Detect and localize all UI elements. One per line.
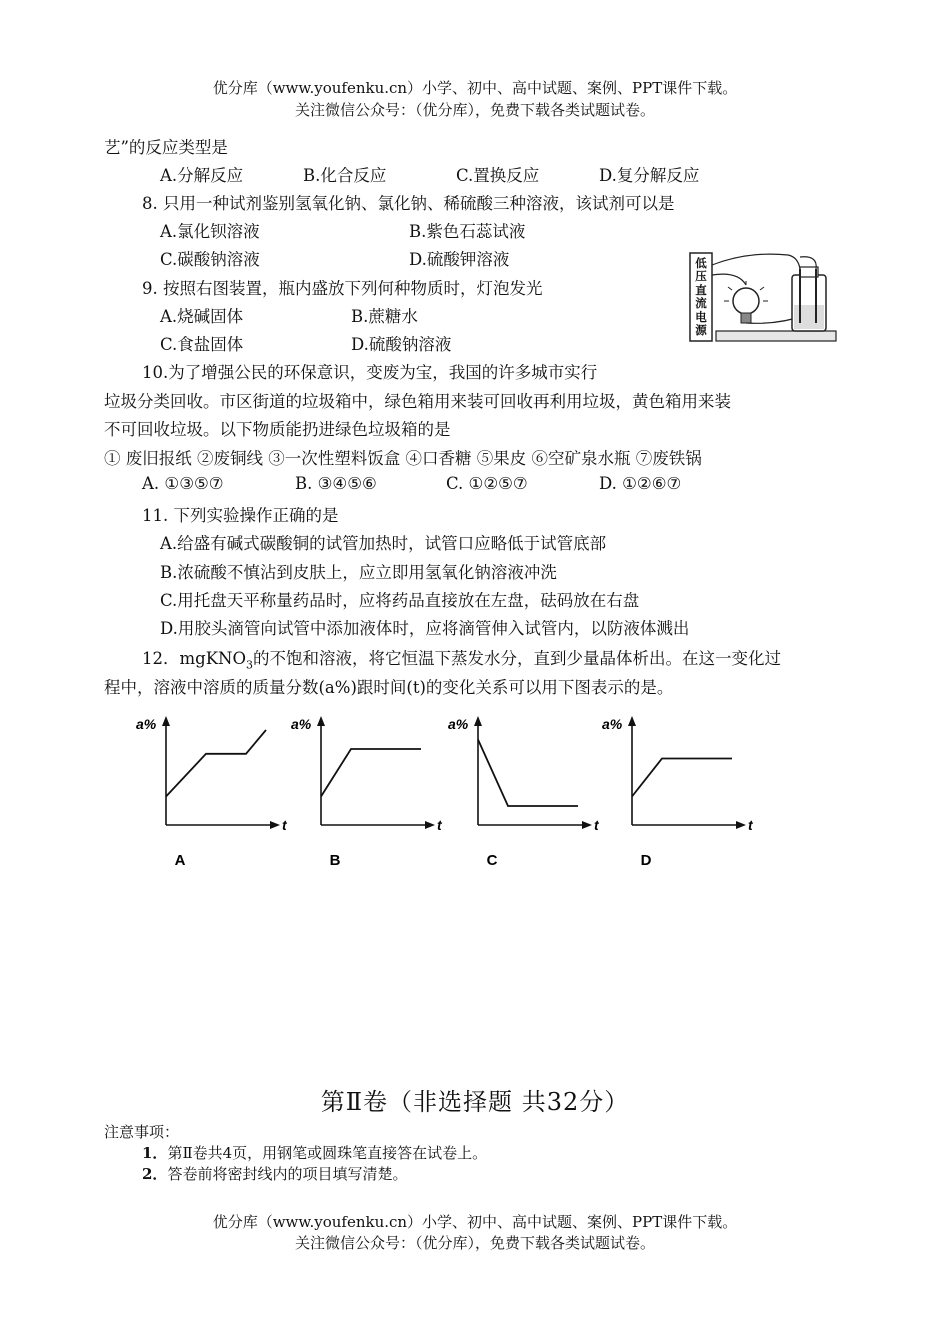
graph-A-series-line (166, 730, 266, 797)
graph-D-caption: D (640, 852, 652, 869)
graph-D-ylabel: a% (602, 716, 623, 732)
q7-option-a: A.分解反应 (160, 166, 244, 185)
q12-graphs-svg (120, 705, 760, 885)
q10-items: ① 废旧报纸 ②废铜线 ③一次性塑料饭盒 ④口香糖 ⑤果皮 ⑥空矿泉水瓶 ⑦废铁锅 (104, 449, 702, 468)
graph-D-xlabel: t (748, 817, 753, 833)
power-supply-label: 低压直流电源 (695, 256, 707, 338)
graph-B-series-line (321, 749, 421, 797)
graph-A-xlabel: t (282, 817, 287, 833)
graph-A-y-arrow (162, 716, 170, 726)
header-line-1: 优分库（www.youfenku.cn）小学、初中、高中试题、案例、PPT课件下载。 (212, 79, 738, 97)
graph-B-ylabel: a% (291, 716, 312, 732)
q9-option-b: B.蔗糖水 (351, 307, 418, 326)
graph-C-y-arrow (474, 716, 482, 726)
q8-option-c: C.碳酸钠溶液 (160, 250, 260, 269)
q7-option-c: C.置换反应 (456, 166, 540, 185)
graph-A-caption: A (174, 852, 186, 869)
part2-title: 第Ⅱ卷（非选择题 共32分） (320, 1088, 630, 1116)
graph-B-caption: B (329, 852, 341, 869)
graph-D-x-arrow (736, 821, 746, 829)
footer-line-1: 优分库（www.youfenku.cn）小学、初中、高中试题、案例、PPT课件下载。 (212, 1213, 738, 1231)
q11-stem: 11. 下列实验操作正确的是 (142, 506, 339, 525)
q10-line-1: 10.为了增强公民的环保意识，变废为宝，我国的许多城市实行 (142, 363, 598, 382)
q9-option-d: D.硫酸钠溶液 (351, 335, 452, 354)
q9-stem: 9. 按照右图装置，瓶内盛放下列何种物质时，灯泡发光 (142, 279, 543, 298)
graph-B-y-arrow (317, 716, 325, 726)
q12-graphs (120, 705, 760, 885)
graph-B-x-arrow (425, 821, 435, 829)
graph-C-ylabel: a% (448, 716, 469, 732)
header-line-2: 关注微信公众号：（优分库），免费下载各类试题试卷。 (294, 101, 655, 119)
graph-C-series-line (478, 740, 578, 807)
graph-A-x-arrow (270, 821, 280, 829)
q7-option-b: B.化合反应 (303, 166, 387, 185)
circuit-apparatus-figure (688, 245, 838, 345)
q10-option-d: D. ①②⑥⑦ (599, 474, 682, 493)
q11-option-a: A.给盛有碱式碳酸铜的试管加热时，试管口应略低于试管底部 (160, 534, 607, 553)
q10-line-2: 垃圾分类回收。市区街道的垃圾箱中，绿色箱用来装可回收再利用垃圾，黄色箱用来装 (104, 392, 731, 411)
graph-A-ylabel: a% (136, 716, 157, 732)
notes-heading: 注意事项： (104, 1123, 180, 1141)
note-2: 2．答卷前将密封线内的项目填写清楚。 (142, 1165, 408, 1183)
q8-stem: 8. 只用一种试剂鉴别氢氧化钠、氯化钠、稀硫酸三种溶液，该试剂可以是 (142, 194, 675, 213)
q12-line-1: 12．mgKNO$_3$的不饱和溶液，将它恒温下蒸发水分，直到少量晶体析出。在这一变化过 (142, 649, 781, 672)
q7-option-d: D.复分解反应 (599, 166, 700, 185)
graph-C-xlabel: t (594, 817, 599, 833)
graph-D-series-line (632, 759, 732, 797)
q7-stem: 艺”的反应类型是 (104, 138, 228, 157)
q8-option-a: A.氯化钡溶液 (160, 222, 260, 241)
q10-line-3: 不可回收垃圾。以下物质能扔进绿色垃圾箱的是 (104, 420, 451, 439)
q9-option-a: A.烧碱固体 (160, 307, 244, 326)
footer-line-2: 关注微信公众号：（优分库），免费下载各类试题试卷。 (294, 1234, 655, 1252)
q11-option-b: B.浓硫酸不慎沾到皮肤上，应立即用氢氧化钠溶液冲洗 (160, 563, 557, 582)
graph-D-y-arrow (628, 716, 636, 726)
q10-option-a: A. ①③⑤⑦ (142, 474, 224, 493)
graph-C-x-arrow (582, 821, 592, 829)
graph-B-xlabel: t (437, 817, 442, 833)
q10-option-b: B. ③④⑤⑥ (295, 474, 377, 493)
note-1: 1．第Ⅱ卷共4页，用钢笔或圆珠笔直接答在试卷上。 (142, 1144, 488, 1162)
q9-option-c: C.食盐固体 (160, 335, 244, 354)
q11-option-c: C.用托盘天平称量药品时，应将药品直接放在左盘，砝码放在右盘 (160, 591, 640, 610)
q8-option-d: D.硫酸钾溶液 (409, 250, 510, 269)
q8-option-b: B.紫色石蕊试液 (409, 222, 526, 241)
q11-option-d: D.用胶头滴管向试管中添加液体时，应将滴管伸入试管内，以防液体溅出 (160, 619, 690, 638)
graph-C-caption: C (486, 852, 498, 869)
q10-option-c: C. ①②⑤⑦ (446, 474, 528, 493)
q12-line-2: 程中，溶液中溶质的质量分数(a%)跟时间(t)的变化关系可以用下图表示的是。 (104, 678, 674, 697)
